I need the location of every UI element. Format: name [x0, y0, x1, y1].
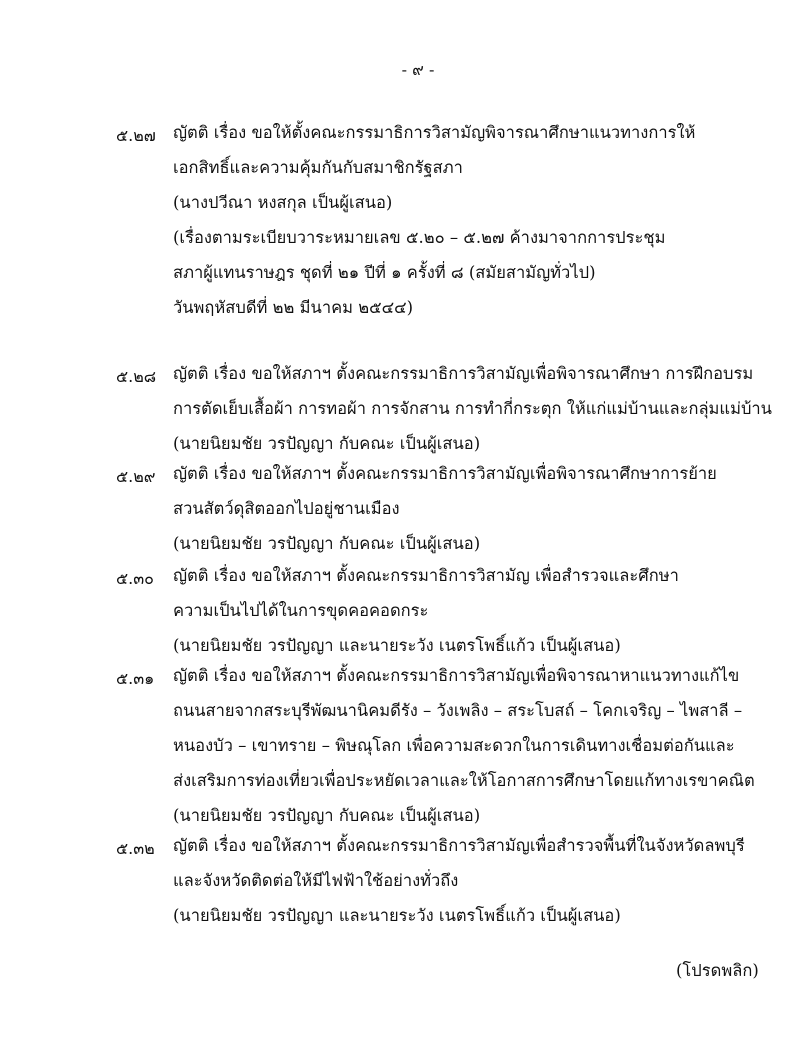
agenda-item-text: ส่งเสริมการท่องเที่ยวเพื่อประหยัดเวลาและให้โอกาสการศึกษาโดยแก้ทางเรขาคณิต: [173, 771, 755, 790]
agenda-item-number: ๕.๒๘: [116, 367, 157, 386]
agenda-item-number: ๕.๓๐: [116, 569, 154, 588]
agenda-item-text: ความเป็นไปได้ในการขุดคอคอดกระ: [173, 601, 429, 620]
agenda-item-proposer: (นายนิยมชัย วรปัญญา และนายระวัง เนตรโพธิ์แก้ว เป็นผู้เสนอ): [173, 906, 621, 925]
agenda-item-proposer: (นางปวีณา หงสกุล เป็นผู้เสนอ): [173, 193, 393, 212]
page-number: - ๙ -: [401, 60, 435, 79]
agenda-item-text: ถนนสายจากสระบุรีพัฒนานิคมดีรัง – วังเพลิง – สระโบสถ์ – โคกเจริญ – ไพสาลี –: [173, 701, 743, 720]
please-turn-over-note: (โปรดพลิก): [676, 961, 759, 980]
agenda-item-text: ญัตติ เรื่อง ขอให้สภาฯ ตั้งคณะกรรมาธิการวิสามัญเพื่อสำรวจพื้นที่ในจังหวัดลพบุรี: [173, 836, 745, 855]
agenda-item-proposer: (นายนิยมชัย วรปัญญา กับคณะ เป็นผู้เสนอ): [173, 806, 481, 825]
agenda-item-text: ญัตติ เรื่อง ขอให้สภาฯ ตั้งคณะกรรมาธิการวิสามัญ เพื่อสำรวจและศึกษา: [173, 566, 679, 585]
agenda-item-text: และจังหวัดติดต่อให้มีไฟฟ้าใช้อย่างทั่วถึง: [173, 871, 459, 890]
agenda-item-text: ญัตติ เรื่อง ขอให้สภาฯ ตั้งคณะกรรมาธิการวิสามัญเพื่อพิจารณาศึกษา การฝึกอบรม: [173, 364, 754, 383]
agenda-item-note: วันพฤหัสบดีที่ ๒๒ มีนาคม ๒๕๔๔): [173, 298, 414, 317]
agenda-item-number: ๕.๒๙: [116, 467, 156, 486]
agenda-item-text: ญัตติ เรื่อง ขอให้ตั้งคณะกรรมาธิการวิสามัญพิจารณาศึกษาแนวทางการให้: [173, 123, 696, 142]
agenda-item-number: ๕.๓๒: [116, 839, 155, 858]
agenda-item-text: ญัตติ เรื่อง ขอให้สภาฯ ตั้งคณะกรรมาธิการวิสามัญเพื่อพิจารณาศึกษาการย้าย: [173, 464, 717, 483]
agenda-item-number: ๕.๓๑: [116, 669, 155, 688]
agenda-item-proposer: (นายนิยมชัย วรปัญญา กับคณะ เป็นผู้เสนอ): [173, 434, 481, 453]
agenda-item-text: ญัตติ เรื่อง ขอให้สภาฯ ตั้งคณะกรรมาธิการวิสามัญเพื่อพิจารณาหาแนวทางแก้ไข: [173, 666, 740, 685]
agenda-item-text: การตัดเย็บเสื้อผ้า การทอผ้า การจักสาน การทำกี่กระตุก ให้แก่แม่บ้านและกลุ่มแม่บ้าน: [173, 399, 772, 418]
agenda-item-note: (เรื่องตามระเบียบวาระหมายเลข ๕.๒๐ – ๕.๒๗ ค้างมาจากการประชุม: [173, 228, 666, 247]
agenda-item-text: หนองบัว – เขาทราย – พิษณุโลก เพื่อความสะดวกในการเดินทางเชื่อมต่อกันและ: [173, 736, 735, 755]
agenda-item-number: ๕.๒๗: [116, 126, 156, 145]
agenda-item-text: เอกสิทธิ์และความคุ้มกันกับสมาชิกรัฐสภา: [173, 158, 463, 177]
agenda-item-proposer: (นายนิยมชัย วรปัญญา กับคณะ เป็นผู้เสนอ): [173, 534, 481, 553]
agenda-item-note: สภาผู้แทนราษฎร ชุดที่ ๒๑ ปีที่ ๑ ครั้งที่ ๘ (สมัยสามัญทั่วไป): [173, 263, 596, 282]
agenda-item-text: สวนสัตว์ดุสิตออกไปอยู่ชานเมือง: [173, 499, 400, 518]
agenda-item-proposer: (นายนิยมชัย วรปัญญา และนายระวัง เนตรโพธิ์แก้ว เป็นผู้เสนอ): [173, 636, 621, 655]
